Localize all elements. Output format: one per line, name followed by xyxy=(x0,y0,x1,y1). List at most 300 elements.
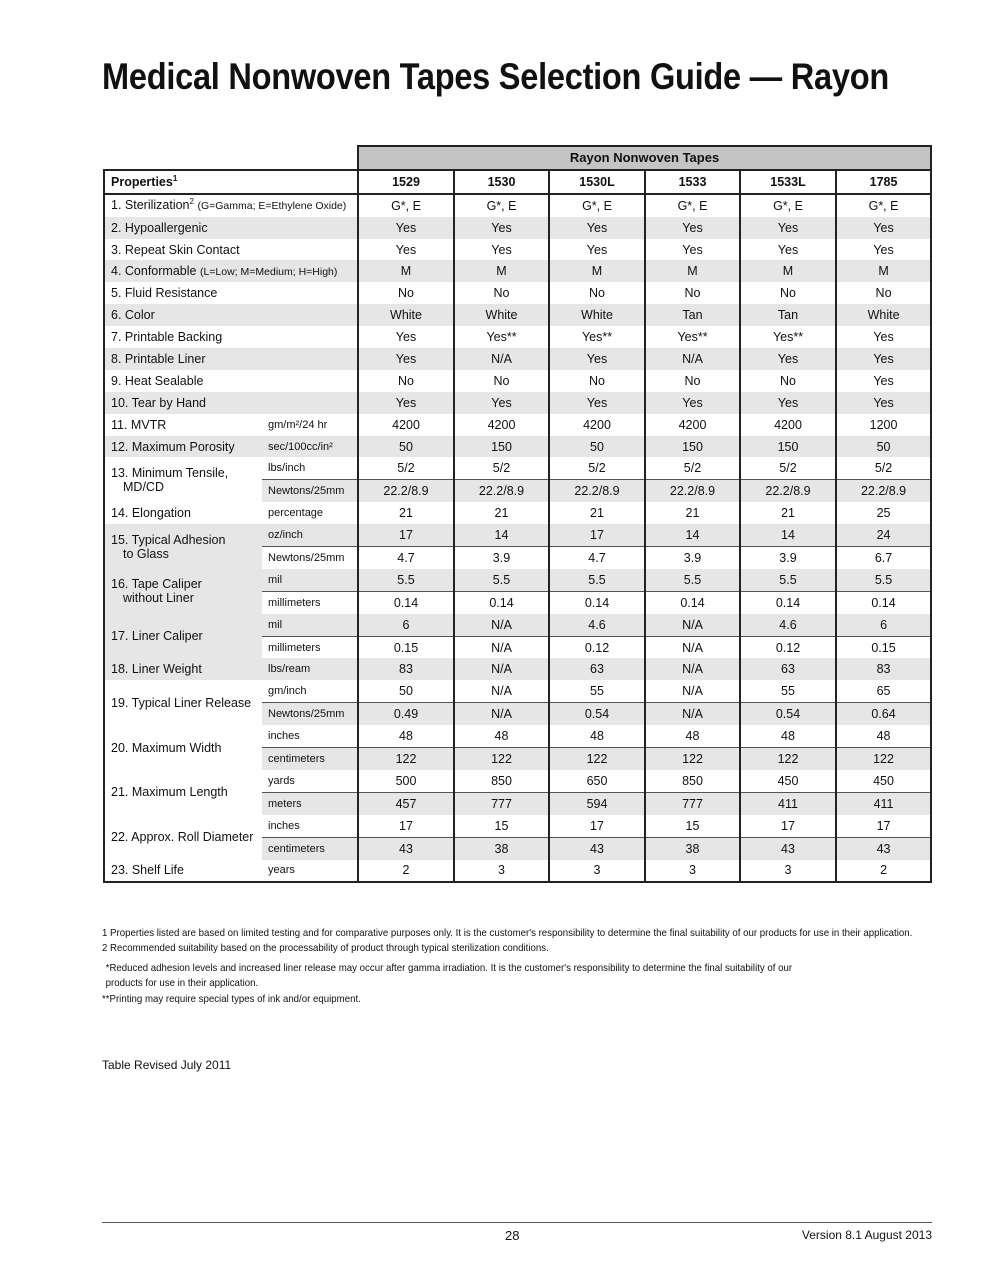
value-cell: G*, E xyxy=(358,194,454,217)
value-cell: Yes xyxy=(836,370,931,392)
value-cell: No xyxy=(358,370,454,392)
value-cell: N/A xyxy=(454,658,549,680)
value-cell: Yes xyxy=(358,392,454,414)
value-cell: 0.49 xyxy=(358,703,454,725)
value-cell: 0.54 xyxy=(740,703,836,725)
value-cell: 21 xyxy=(549,502,645,524)
value-cell: 0.54 xyxy=(549,703,645,725)
value-cell: 50 xyxy=(836,436,931,458)
value-cell: M xyxy=(358,260,454,282)
value-cell: N/A xyxy=(454,636,549,658)
value-cell: 777 xyxy=(645,792,740,814)
value-cell: 83 xyxy=(836,658,931,680)
value-cell: 0.14 xyxy=(358,591,454,613)
property-name: 4. Conformable xyxy=(111,263,197,278)
footnote-1: 1 Properties listed are based on limited testing and for comparative purposes only. It is the customer's responsibility to determine the final suitability of our products for use in their application. xyxy=(102,927,913,939)
property-name: 13. Minimum Tensile, xyxy=(111,465,229,480)
value-cell: 50 xyxy=(358,436,454,458)
table-row xyxy=(104,414,931,436)
property-label xyxy=(104,392,358,414)
property-label xyxy=(104,815,262,860)
value-cell: M xyxy=(454,260,549,282)
value-cell: 43 xyxy=(358,837,454,859)
value-cell: 594 xyxy=(549,792,645,814)
value-cell: 5.5 xyxy=(454,569,549,591)
value-cell: 411 xyxy=(836,792,931,814)
product-header: 1533 xyxy=(645,170,740,194)
value-cell: 5.5 xyxy=(740,569,836,591)
value-cell: 17 xyxy=(358,815,454,837)
properties-sup: 1 xyxy=(172,173,178,183)
property-name: 6. Color xyxy=(111,308,155,323)
property-sup: 2 xyxy=(189,197,194,207)
value-cell: N/A xyxy=(645,614,740,636)
property-label xyxy=(104,260,358,282)
value-cell: Yes** xyxy=(549,326,645,348)
table-row xyxy=(104,502,931,524)
unit-label: millimeters xyxy=(262,591,358,613)
value-cell: Yes xyxy=(836,217,931,239)
value-cell: 122 xyxy=(740,748,836,770)
value-cell: 122 xyxy=(549,748,645,770)
property-label xyxy=(104,194,358,217)
property-label xyxy=(104,282,358,304)
unit-label: mil xyxy=(262,614,358,636)
value-cell: N/A xyxy=(454,703,549,725)
page-number: 28 xyxy=(505,1228,520,1243)
value-cell: 5/2 xyxy=(740,457,836,479)
unit-label: inches xyxy=(262,815,358,837)
table-row xyxy=(104,304,931,326)
value-cell: 21 xyxy=(454,502,549,524)
unit-label: centimeters xyxy=(262,748,358,770)
product-header: 1530 xyxy=(454,170,549,194)
value-cell: 65 xyxy=(836,680,931,702)
value-cell: 122 xyxy=(454,748,549,770)
property-name-cont: to Glass xyxy=(123,546,169,561)
value-cell: Yes** xyxy=(740,326,836,348)
value-cell: 4200 xyxy=(549,414,645,436)
value-cell: 5/2 xyxy=(358,457,454,479)
table-row xyxy=(104,282,931,304)
value-cell: 6 xyxy=(836,614,931,636)
value-cell: 500 xyxy=(358,770,454,792)
footer-divider xyxy=(102,1222,932,1223)
value-cell: N/A xyxy=(454,348,549,370)
value-cell: 55 xyxy=(740,680,836,702)
value-cell: 50 xyxy=(549,436,645,458)
value-cell: M xyxy=(836,260,931,282)
property-note: (G=Gamma; E=Ethylene Oxide) xyxy=(197,200,347,213)
band-spacer xyxy=(104,146,358,170)
value-cell: No xyxy=(454,282,549,304)
value-cell: 15 xyxy=(454,815,549,837)
value-cell: N/A xyxy=(645,348,740,370)
value-cell: M xyxy=(549,260,645,282)
value-cell: 0.14 xyxy=(645,591,740,613)
property-label xyxy=(104,524,262,569)
value-cell: Yes xyxy=(836,326,931,348)
value-cell: 4200 xyxy=(454,414,549,436)
property-name-cont: without Liner xyxy=(123,591,194,606)
version-label: Version 8.1 August 2013 xyxy=(801,1228,932,1242)
value-cell: 50 xyxy=(358,680,454,702)
value-cell: No xyxy=(645,282,740,304)
value-cell: 150 xyxy=(645,436,740,458)
value-cell: No xyxy=(549,282,645,304)
properties-label: Properties xyxy=(111,174,173,189)
product-header: 1533L xyxy=(740,170,836,194)
unit-label: lbs/ream xyxy=(262,658,358,680)
value-cell: 457 xyxy=(358,792,454,814)
value-cell: Yes xyxy=(454,392,549,414)
value-cell: 24 xyxy=(836,524,931,546)
value-cell: 4200 xyxy=(358,414,454,436)
value-cell: 17 xyxy=(836,815,931,837)
value-cell: 17 xyxy=(740,815,836,837)
property-name: 23. Shelf Life xyxy=(111,863,184,878)
table-revised-note: Table Revised July 2011 xyxy=(102,1058,232,1072)
value-cell: 38 xyxy=(645,837,740,859)
value-cell: G*, E xyxy=(549,194,645,217)
value-cell: 48 xyxy=(454,725,549,747)
value-cell: No xyxy=(358,282,454,304)
value-cell: Yes xyxy=(740,217,836,239)
property-label xyxy=(104,457,262,502)
unit-label: Newtons/25mm xyxy=(262,547,358,569)
unit-label: years xyxy=(262,860,358,883)
product-header: 1529 xyxy=(358,170,454,194)
value-cell: 14 xyxy=(454,524,549,546)
value-cell: N/A xyxy=(645,658,740,680)
property-label xyxy=(104,725,262,770)
table-row xyxy=(104,770,931,792)
value-cell: White xyxy=(454,304,549,326)
product-header: 1530L xyxy=(549,170,645,194)
property-label xyxy=(104,569,262,614)
product-header: 1785 xyxy=(836,170,931,194)
value-cell: 48 xyxy=(836,725,931,747)
value-cell: 48 xyxy=(645,725,740,747)
unit-label: gm/m²/24 hr xyxy=(262,414,358,436)
value-cell: 0.12 xyxy=(740,636,836,658)
value-cell: Yes xyxy=(645,217,740,239)
value-cell: 43 xyxy=(549,837,645,859)
value-cell: 4.7 xyxy=(358,547,454,569)
value-cell: M xyxy=(645,260,740,282)
properties-header xyxy=(104,170,358,194)
property-label xyxy=(104,436,262,458)
value-cell: Yes xyxy=(645,392,740,414)
value-cell: No xyxy=(740,370,836,392)
table-row xyxy=(104,348,931,370)
value-cell: 5.5 xyxy=(645,569,740,591)
unit-label: sec/100cc/in² xyxy=(262,436,358,458)
value-cell: Yes xyxy=(454,239,549,261)
value-cell: 3 xyxy=(549,860,645,883)
value-cell: Yes xyxy=(549,348,645,370)
table-row xyxy=(104,860,931,883)
table-row xyxy=(104,392,931,414)
value-cell: 63 xyxy=(549,658,645,680)
unit-label: Newtons/25mm xyxy=(262,703,358,725)
value-cell: 4200 xyxy=(740,414,836,436)
property-name: 5. Fluid Resistance xyxy=(111,286,218,301)
value-cell: G*, E xyxy=(836,194,931,217)
value-cell: Yes xyxy=(645,239,740,261)
property-name: 12. Maximum Porosity xyxy=(111,439,235,454)
value-cell: Yes xyxy=(836,239,931,261)
value-cell: 25 xyxy=(836,502,931,524)
value-cell: Yes xyxy=(454,217,549,239)
unit-label: gm/inch xyxy=(262,680,358,702)
value-cell: 22.2/8.9 xyxy=(454,480,549,502)
property-label xyxy=(104,414,262,436)
value-cell: Yes xyxy=(549,392,645,414)
property-name: 7. Printable Backing xyxy=(111,330,223,345)
value-cell: 43 xyxy=(740,837,836,859)
band-title: Rayon Nonwoven Tapes xyxy=(358,146,931,170)
property-name: 18. Liner Weight xyxy=(111,662,202,677)
property-label xyxy=(104,614,262,659)
value-cell: Yes xyxy=(836,392,931,414)
value-cell: 0.15 xyxy=(836,636,931,658)
value-cell: 122 xyxy=(645,748,740,770)
unit-label: Newtons/25mm xyxy=(262,480,358,502)
table-row xyxy=(104,260,931,282)
value-cell: 22.2/8.9 xyxy=(836,480,931,502)
value-cell: Yes** xyxy=(454,326,549,348)
footnote-gamma: *Reduced adhesion levels and increased liner release may occur after gamma irradiation. It is the customer's responsibility to determine the final suitability of our xyxy=(105,961,793,974)
value-cell: 17 xyxy=(549,524,645,546)
property-name: 11. MVTR xyxy=(111,417,167,432)
value-cell: 850 xyxy=(645,770,740,792)
table-row xyxy=(104,680,931,702)
property-label xyxy=(104,304,358,326)
unit-label: yards xyxy=(262,770,358,792)
property-name: 16. Tape Caliper xyxy=(111,577,202,592)
value-cell: Yes xyxy=(740,239,836,261)
footnote-printing: **Printing may require special types of ink and/or equipment. xyxy=(102,992,361,1005)
property-name: 21. Maximum Length xyxy=(111,785,228,800)
value-cell: 15 xyxy=(645,815,740,837)
table-row xyxy=(104,457,931,479)
table-row xyxy=(104,614,931,636)
property-name: 15. Typical Adhesion xyxy=(111,532,226,547)
value-cell: 48 xyxy=(549,725,645,747)
value-cell: 150 xyxy=(454,436,549,458)
value-cell: N/A xyxy=(454,614,549,636)
property-label xyxy=(104,239,358,261)
value-cell: 0.14 xyxy=(836,591,931,613)
value-cell: 21 xyxy=(358,502,454,524)
value-cell: 5.5 xyxy=(549,569,645,591)
value-cell: 3.9 xyxy=(454,547,549,569)
value-cell: 450 xyxy=(740,770,836,792)
property-name: 10. Tear by Hand xyxy=(111,395,206,410)
value-cell: 4.6 xyxy=(549,614,645,636)
value-cell: 22.2/8.9 xyxy=(645,480,740,502)
footnote-2: 2 Recommended suitability based on the processability of product through typical sterilization conditions. xyxy=(102,942,549,955)
table-row xyxy=(104,370,931,392)
value-cell: M xyxy=(740,260,836,282)
property-label xyxy=(104,770,262,815)
value-cell: 3.9 xyxy=(740,547,836,569)
value-cell: N/A xyxy=(645,680,740,702)
selection-guide-table xyxy=(103,145,932,883)
value-cell: 1200 xyxy=(836,414,931,436)
property-name: 3. Repeat Skin Contact xyxy=(111,242,240,257)
value-cell: No xyxy=(645,370,740,392)
value-cell: 5/2 xyxy=(645,457,740,479)
property-name: 9. Heat Sealable xyxy=(111,373,204,388)
property-name: 22. Approx. Roll Diameter xyxy=(111,830,254,845)
value-cell: Yes xyxy=(358,217,454,239)
footnotes xyxy=(102,926,912,1007)
property-name: 17. Liner Caliper xyxy=(111,629,203,644)
unit-label: millimeters xyxy=(262,636,358,658)
value-cell: 122 xyxy=(836,748,931,770)
value-cell: 411 xyxy=(740,792,836,814)
property-name: 19. Typical Liner Release xyxy=(111,695,252,710)
value-cell: 2 xyxy=(358,860,454,883)
property-name: 14. Elongation xyxy=(111,506,191,521)
value-cell: Tan xyxy=(645,304,740,326)
value-cell: No xyxy=(454,370,549,392)
value-cell: N/A xyxy=(454,680,549,702)
property-name: 2. Hypoallergenic xyxy=(111,220,208,235)
value-cell: 48 xyxy=(358,725,454,747)
page-title: Medical Nonwoven Tapes Selection Guide — Rayon xyxy=(102,56,889,97)
value-cell: Yes xyxy=(358,326,454,348)
value-cell: 14 xyxy=(645,524,740,546)
value-cell: Yes xyxy=(740,392,836,414)
property-label xyxy=(104,348,358,370)
value-cell: 777 xyxy=(454,792,549,814)
table-row xyxy=(104,569,931,591)
value-cell: 3 xyxy=(645,860,740,883)
table-row xyxy=(104,326,931,348)
header-row xyxy=(104,170,931,194)
unit-label: centimeters xyxy=(262,837,358,859)
value-cell: 650 xyxy=(549,770,645,792)
property-name: 8. Printable Liner xyxy=(111,351,206,366)
value-cell: 2 xyxy=(836,860,931,883)
value-cell: 5/2 xyxy=(836,457,931,479)
value-cell: Yes xyxy=(358,348,454,370)
value-cell: 22.2/8.9 xyxy=(549,480,645,502)
unit-label: percentage xyxy=(262,502,358,524)
band-row xyxy=(104,146,931,170)
value-cell: 3 xyxy=(740,860,836,883)
table-row xyxy=(104,239,931,261)
value-cell: No xyxy=(836,282,931,304)
property-label xyxy=(104,326,358,348)
value-cell: White xyxy=(549,304,645,326)
property-name: 1. Sterilization xyxy=(111,198,190,213)
value-cell: Yes xyxy=(358,239,454,261)
property-name-cont: MD/CD xyxy=(123,479,164,494)
value-cell: 17 xyxy=(549,815,645,837)
property-name: 20. Maximum Width xyxy=(111,740,222,755)
value-cell: G*, E xyxy=(740,194,836,217)
value-cell: 21 xyxy=(740,502,836,524)
value-cell: 0.14 xyxy=(454,591,549,613)
value-cell: 4200 xyxy=(645,414,740,436)
value-cell: Yes** xyxy=(645,326,740,348)
value-cell: 55 xyxy=(549,680,645,702)
value-cell: 43 xyxy=(836,837,931,859)
value-cell: 0.64 xyxy=(836,703,931,725)
value-cell: G*, E xyxy=(454,194,549,217)
value-cell: Yes xyxy=(549,217,645,239)
property-label xyxy=(104,217,358,239)
table-row xyxy=(104,658,931,680)
value-cell: 38 xyxy=(454,837,549,859)
value-cell: 6 xyxy=(358,614,454,636)
value-cell: 3 xyxy=(454,860,549,883)
value-cell: 83 xyxy=(358,658,454,680)
value-cell: 150 xyxy=(740,436,836,458)
unit-label: inches xyxy=(262,725,358,747)
value-cell: 122 xyxy=(358,748,454,770)
value-cell: 0.12 xyxy=(549,636,645,658)
value-cell: 63 xyxy=(740,658,836,680)
value-cell: 14 xyxy=(740,524,836,546)
property-label xyxy=(104,502,262,524)
value-cell: 3.9 xyxy=(645,547,740,569)
property-label xyxy=(104,658,262,680)
value-cell: 0.15 xyxy=(358,636,454,658)
unit-label: lbs/inch xyxy=(262,457,358,479)
value-cell: No xyxy=(740,282,836,304)
value-cell: 6.7 xyxy=(836,547,931,569)
property-note: (L=Low; M=Medium; H=High) xyxy=(199,265,338,278)
table-row xyxy=(104,194,931,217)
value-cell: 0.14 xyxy=(549,591,645,613)
value-cell: 5/2 xyxy=(549,457,645,479)
value-cell: 850 xyxy=(454,770,549,792)
property-label xyxy=(104,680,262,725)
value-cell: White xyxy=(358,304,454,326)
footnote-gamma-cont: products for use in their application. xyxy=(105,977,259,990)
table-row xyxy=(104,815,931,837)
value-cell: 5/2 xyxy=(454,457,549,479)
value-cell: 4.7 xyxy=(549,547,645,569)
value-cell: Yes xyxy=(740,348,836,370)
value-cell: 48 xyxy=(740,725,836,747)
value-cell: N/A xyxy=(645,703,740,725)
property-label xyxy=(104,860,262,883)
table-row xyxy=(104,436,931,458)
value-cell: 17 xyxy=(358,524,454,546)
value-cell: White xyxy=(836,304,931,326)
table-row xyxy=(104,217,931,239)
value-cell: 5.5 xyxy=(836,569,931,591)
value-cell: Tan xyxy=(740,304,836,326)
table-row xyxy=(104,524,931,546)
value-cell: G*, E xyxy=(645,194,740,217)
value-cell: Yes xyxy=(836,348,931,370)
property-label xyxy=(104,370,358,392)
value-cell: 21 xyxy=(645,502,740,524)
unit-label: oz/inch xyxy=(262,524,358,546)
value-cell: 4.6 xyxy=(740,614,836,636)
value-cell: 22.2/8.9 xyxy=(740,480,836,502)
value-cell: 0.14 xyxy=(740,591,836,613)
unit-label: mil xyxy=(262,569,358,591)
table-row xyxy=(104,725,931,747)
